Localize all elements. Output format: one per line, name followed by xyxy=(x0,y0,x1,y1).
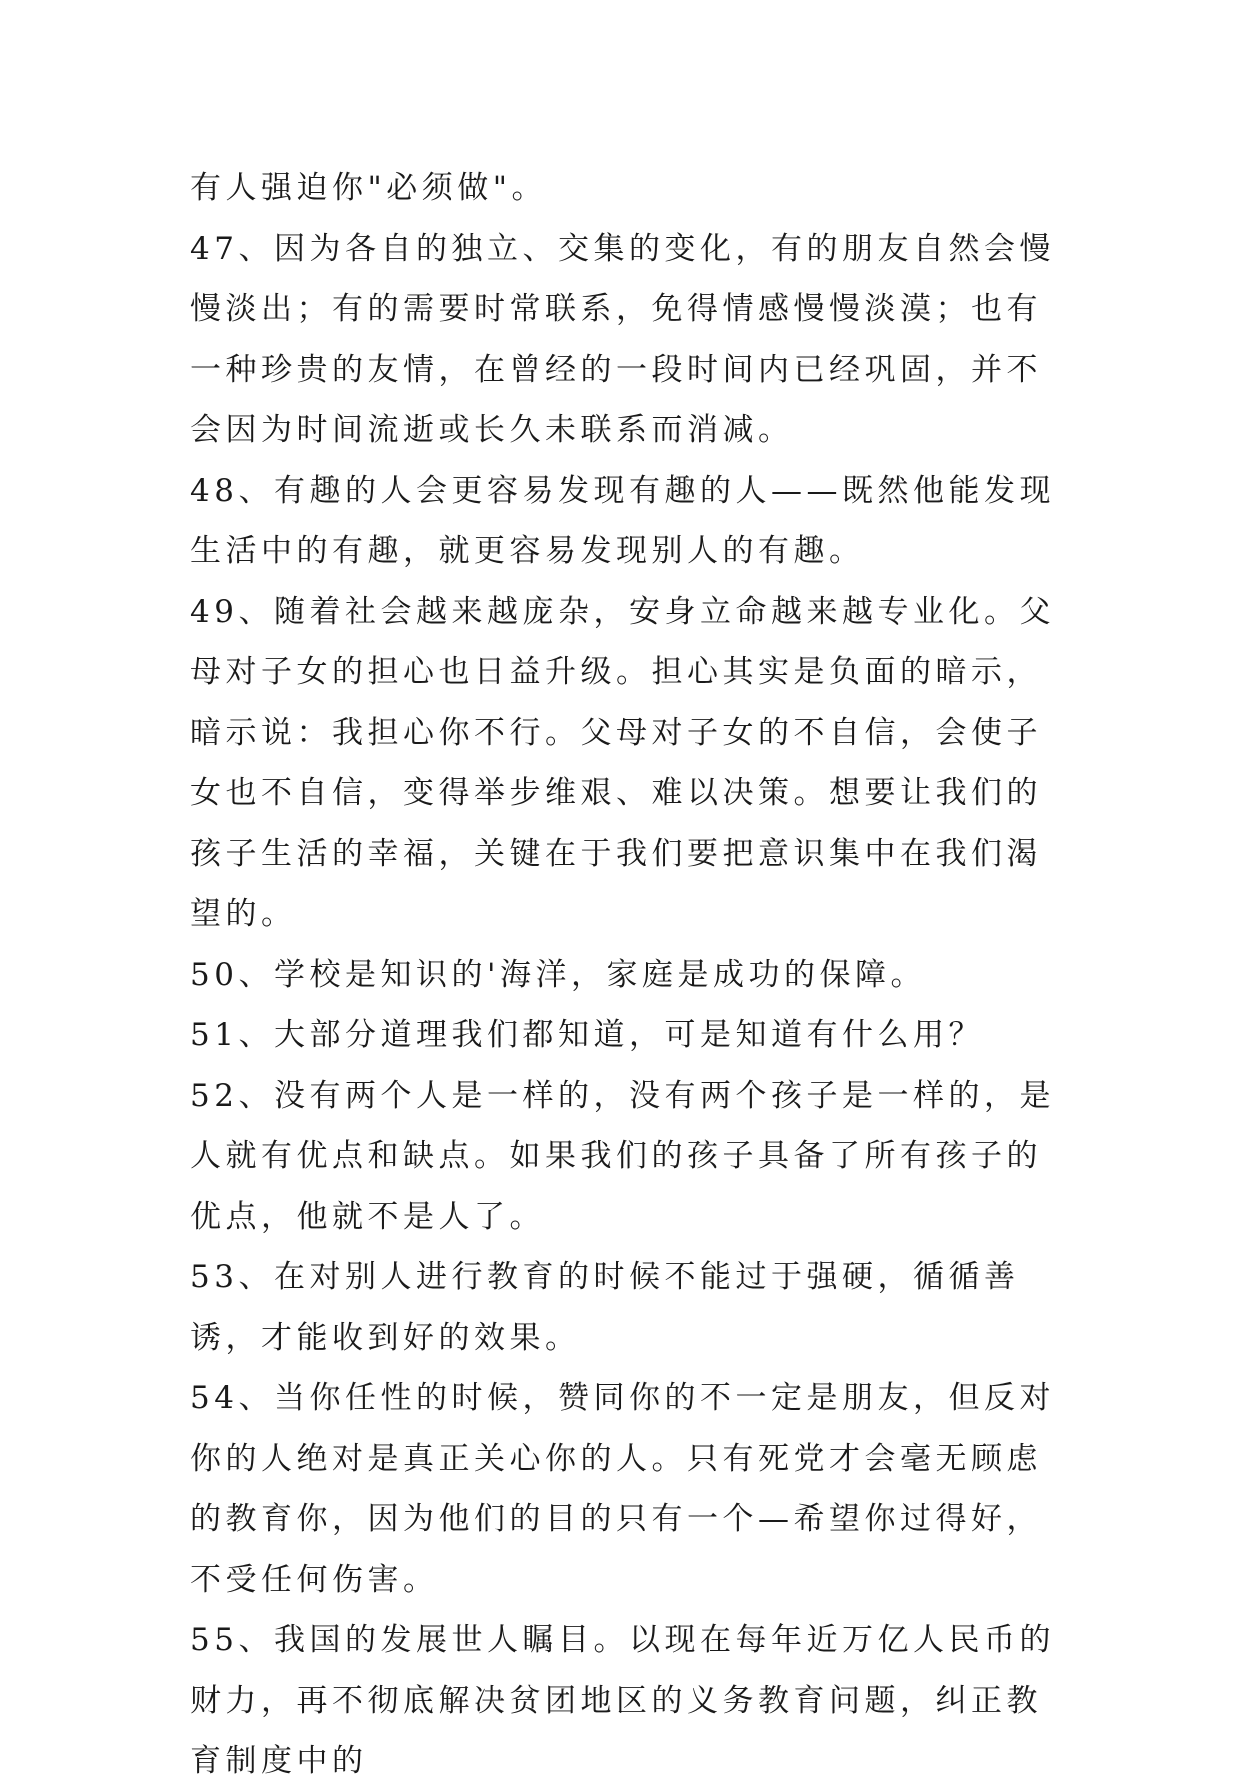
paragraph-54: 54、当你任性的时候，赞同你的不一定是朋友，但反对你的人绝对是真正关心你的人。只有死党才会毫无顾虑的教育你，因为他们的目的只有一个—希望你过得好，不受任何伤害。 xyxy=(190,1380,1055,1598)
paragraph-53: 53、在对别人进行教育的时候不能过于强硬，循循善诱，才能收到好的效果。 xyxy=(190,1259,1020,1356)
paragraph-47: 47、因为各自的独立、交集的变化，有的朋友自然会慢慢淡出；有的需要时常联系，免得情感慢慢淡漠；也有一种珍贵的友情，在曾经的一段时间内已经巩固，并不会因为时间流逝或长久未联系而消减。 xyxy=(190,230,1055,448)
document-body xyxy=(190,158,1070,1792)
paragraph-continuation: 有人强迫你"必须做"。 xyxy=(190,170,548,206)
paragraph-51: 51、大部分道理我们都知道，可是知道有什么用？ xyxy=(190,1017,984,1053)
paragraph-48: 48、有趣的人会更容易发现有趣的人——既然他能发现生活中的有趣，就更容易发现别人的有趣。 xyxy=(190,472,1055,569)
paragraph-50: 50、学校是知识的'海洋，家庭是成功的保障。 xyxy=(190,956,926,993)
paragraph-52: 52、没有两个人是一样的，没有两个孩子是一样的，是人就有优点和缺点。如果我们的孩子具备了所有孩子的优点，他就不是人了。 xyxy=(190,1077,1055,1235)
paragraph-49: 49、随着社会越来越庞杂，安身立命越来越专业化。父母对子女的担心也日益升级。担心其实是负面的暗示，暗示说：我担心你不行。父母对子女的不自信，会使子女也不自信，变得举步维艰、难以决策。想要让我们的孩子生活的幸福，关键在于我们要把意识集中在我们渴望的。 xyxy=(190,593,1055,932)
paragraph-55: 55、我国的发展世人瞩目。以现在每年近万亿人民币的财力，再不彻底解决贫团地区的义务教育问题，纠正教育制度中的 xyxy=(190,1622,1055,1779)
